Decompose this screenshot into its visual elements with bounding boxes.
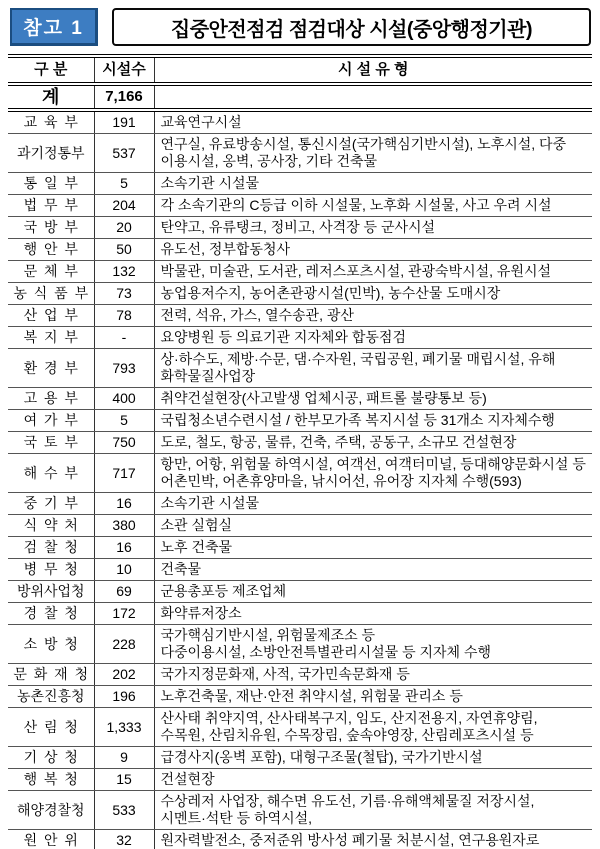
row-count: 1,333 (94, 708, 154, 747)
row-count: 15 (94, 769, 154, 791)
table-row (8, 195, 592, 217)
row-count: 533 (94, 791, 154, 830)
row-facility-type: 급경사지(옹벽 포함), 대형구조물(철탑), 국가기반시설 (154, 747, 592, 769)
row-count: - (94, 327, 154, 349)
table-row (8, 769, 592, 791)
row-count: 16 (94, 493, 154, 515)
row-facility-type: 수상레저 사업장, 해수면 유도선, 기름·유해액체물질 저장시설, 시멘트·석탄 등 하역시설, (154, 791, 592, 830)
row-facility-type: 군용총포등 제조업체 (154, 581, 592, 603)
row-facility-type: 도로, 철도, 항공, 물류, 건축, 주택, 공동구, 소규모 건설현장 (154, 432, 592, 454)
row-facility-type: 연구실, 유료방송시설, 통신시설(국가핵심기반시설), 노후시설, 다중 이용시설, 옹벽, 공사장, 기타 건축물 (154, 134, 592, 173)
row-count: 32 (94, 830, 154, 849)
row-facility-type: 화약류저장소 (154, 603, 592, 625)
row-count: 202 (94, 664, 154, 686)
table-row (8, 708, 592, 747)
table-row (8, 664, 592, 686)
table-row (8, 747, 592, 769)
table-row (8, 173, 592, 195)
reference-badge-label: 참고 1 (23, 18, 84, 39)
row-category: 행 복 청 (8, 769, 94, 791)
table-row (8, 217, 592, 239)
table-row (8, 327, 592, 349)
table-row (8, 559, 592, 581)
title-box (112, 8, 591, 46)
row-count: 9 (94, 747, 154, 769)
table-row (8, 283, 592, 305)
row-category: 해 수 부 (8, 454, 94, 493)
table-row (8, 515, 592, 537)
row-facility-type: 소속기관 시설물 (154, 173, 592, 195)
total-label: 계 (8, 84, 94, 110)
table-row (8, 791, 592, 830)
table-row (8, 581, 592, 603)
table-row (8, 686, 592, 708)
row-facility-type: 취약건설현장(사고발생 업체시공, 패트롤 불량통보 등) (154, 388, 592, 410)
row-count: 20 (94, 217, 154, 239)
row-category: 식 약 처 (8, 515, 94, 537)
table-row (8, 537, 592, 559)
table-row (8, 603, 592, 625)
row-facility-type: 국립청소년수련시설 / 한부모가족 복지시설 등 31개소 지자체수행 (154, 410, 592, 432)
row-facility-type: 원자력발전소, 중저준위 방사성 폐기물 처분시설, 연구용원자로 (154, 830, 592, 849)
row-category: 산 업 부 (8, 305, 94, 327)
row-count: 204 (94, 195, 154, 217)
table-row (8, 110, 592, 134)
row-count: 196 (94, 686, 154, 708)
total-facility-type (154, 84, 592, 110)
row-facility-type: 농업용저수지, 농어촌관광시설(민박), 농수산물 도매시장 (154, 283, 592, 305)
row-facility-type: 각 소속기관의 C등급 이하 시설물, 노후화 시설물, 사고 우려 시설 (154, 195, 592, 217)
row-facility-type: 산사태 취약지역, 산사태복구지, 임도, 산지전용지, 자연휴양림, 수목원, 산림치유원, 수목장림, 숲속야영장, 산림레포츠시설 등 (154, 708, 592, 747)
row-count: 793 (94, 349, 154, 388)
row-category: 기 상 청 (8, 747, 94, 769)
row-count: 132 (94, 261, 154, 283)
row-facility-type: 교육연구시설 (154, 110, 592, 134)
table-row (8, 432, 592, 454)
row-category: 과기정통부 (8, 134, 94, 173)
row-category: 농 식 품 부 (8, 283, 94, 305)
row-category: 경 찰 청 (8, 603, 94, 625)
total-row (8, 84, 592, 110)
row-facility-type: 건설현장 (154, 769, 592, 791)
table-row (8, 388, 592, 410)
row-facility-type: 국가핵심기반시설, 위험물제조소 등 다중이용시설, 소방안전특별관리시설물 등 지자체 수행 (154, 625, 592, 664)
row-facility-type: 탄약고, 유류탱크, 정비고, 사격장 등 군사시설 (154, 217, 592, 239)
row-category: 여 가 부 (8, 410, 94, 432)
table-header-row (8, 56, 592, 84)
row-count: 78 (94, 305, 154, 327)
row-facility-type: 건축물 (154, 559, 592, 581)
row-category: 문 체 부 (8, 261, 94, 283)
row-category: 행 안 부 (8, 239, 94, 261)
row-category: 방위사업청 (8, 581, 94, 603)
row-count: 172 (94, 603, 154, 625)
reference-badge (10, 8, 98, 46)
row-category: 병 무 청 (8, 559, 94, 581)
row-category: 국 토 부 (8, 432, 94, 454)
table-row (8, 239, 592, 261)
table-row (8, 305, 592, 327)
table-body (8, 110, 592, 849)
row-category: 원 안 위 (8, 830, 94, 849)
row-count: 191 (94, 110, 154, 134)
row-category: 국 방 부 (8, 217, 94, 239)
row-category: 복 지 부 (8, 327, 94, 349)
row-facility-type: 소관 실험실 (154, 515, 592, 537)
row-category: 산 림 청 (8, 708, 94, 747)
page-title: 집중안전점검 점검대상 시설(중앙행정기관) (170, 18, 533, 41)
table-row (8, 493, 592, 515)
table-row (8, 261, 592, 283)
table-row (8, 349, 592, 388)
row-category: 교 육 부 (8, 110, 94, 134)
header-facility-type: 시 설 유 형 (154, 56, 592, 84)
row-facility-type: 요양병원 등 의료기관 지자체와 합동점검 (154, 327, 592, 349)
facility-table (8, 54, 592, 849)
row-category: 중 기 부 (8, 493, 94, 515)
table-row (8, 410, 592, 432)
row-category: 통 일 부 (8, 173, 94, 195)
row-category: 법 무 부 (8, 195, 94, 217)
row-facility-type: 노후건축물, 재난·안전 취약시설, 위험물 관리소 등 (154, 686, 592, 708)
row-count: 73 (94, 283, 154, 305)
row-category: 환 경 부 (8, 349, 94, 388)
row-category: 검 찰 청 (8, 537, 94, 559)
total-count: 7,166 (94, 84, 154, 110)
header-count: 시설수 (94, 56, 154, 84)
header-category: 구 분 (8, 56, 94, 84)
row-facility-type: 노후 건축물 (154, 537, 592, 559)
row-count: 5 (94, 410, 154, 432)
row-facility-type: 전력, 석유, 가스, 열수송관, 광산 (154, 305, 592, 327)
row-count: 69 (94, 581, 154, 603)
table-row (8, 625, 592, 664)
row-facility-type: 상·하수도, 제방·수문, 댐·수자원, 국립공원, 폐기물 매립시설, 유해 화학물질사업장 (154, 349, 592, 388)
row-count: 400 (94, 388, 154, 410)
row-count: 228 (94, 625, 154, 664)
row-category: 농촌진흥청 (8, 686, 94, 708)
row-category: 문 화 재 청 (8, 664, 94, 686)
row-facility-type: 유도선, 정부합동청사 (154, 239, 592, 261)
row-category: 해양경찰청 (8, 791, 94, 830)
row-count: 5 (94, 173, 154, 195)
row-facility-type: 국가지정문화재, 사적, 국가민속문화재 등 (154, 664, 592, 686)
row-count: 537 (94, 134, 154, 173)
table-row (8, 454, 592, 493)
row-count: 16 (94, 537, 154, 559)
row-count: 50 (94, 239, 154, 261)
row-count: 10 (94, 559, 154, 581)
row-count: 717 (94, 454, 154, 493)
row-facility-type: 항만, 어항, 위험물 하역시설, 여객선, 여객터미널, 등대해양문화시설 등 어촌민박, 어촌휴양마을, 낚시어선, 유어장 지자체 수행(593) (154, 454, 592, 493)
table-row (8, 830, 592, 849)
table-row (8, 134, 592, 173)
row-count: 380 (94, 515, 154, 537)
row-category: 소 방 청 (8, 625, 94, 664)
row-count: 750 (94, 432, 154, 454)
row-facility-type: 박물관, 미술관, 도서관, 레저스포츠시설, 관광숙박시설, 유원시설 (154, 261, 592, 283)
row-facility-type: 소속기관 시설물 (154, 493, 592, 515)
page-header (0, 0, 600, 46)
row-category: 고 용 부 (8, 388, 94, 410)
